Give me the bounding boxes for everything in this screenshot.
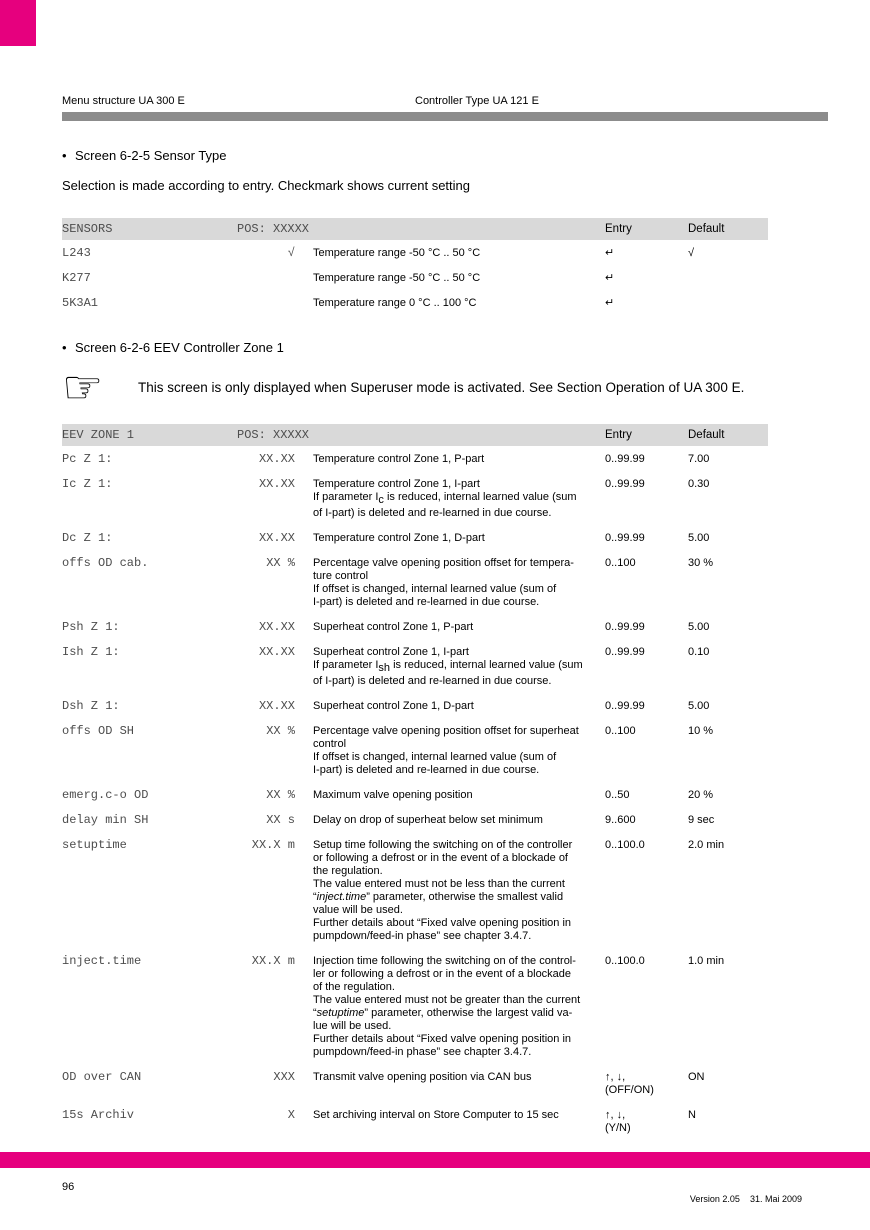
- bullet-marker: •: [62, 340, 67, 355]
- note-text: This screen is only displayed when Superuser mode is activated. See Section Operation of UA 300 E.: [138, 379, 745, 395]
- entry-range: 0..99.99: [605, 646, 645, 659]
- default-value: 0.10: [688, 646, 710, 659]
- entry-column-header: Entry: [605, 429, 632, 441]
- entry-range: 0..100: [605, 725, 636, 738]
- parameter-name: inject.time: [62, 954, 142, 969]
- entry-range: ↑, ↓, (Y/N): [605, 1109, 631, 1135]
- parameter-description: Percentage valve opening position offset for tempera- ture control If offset is changed, internal learned value (sum of I-part) is deleted and re-learned in due course.: [313, 557, 574, 609]
- parameter-value-format: XX.XX: [258, 645, 295, 660]
- entry-range: 0..100.0: [605, 839, 645, 852]
- parameter-value-format: XX %: [266, 788, 295, 803]
- superuser-note: [62, 360, 808, 414]
- parameter-description: Injection time following the switching on of the control- ler or following a defrost or in the event of a blockade of the regulation. The value entered must not be greater than the current “setuptime” parameter, otherwise the largest valid va- lue will be used. Further details about “Fixed valve opening position in pumpdown/feed-in phase” see chapter 3.4.7.: [313, 955, 581, 1059]
- section-title-text: Screen 6-2-6 EEV Controller Zone 1: [75, 340, 284, 355]
- default-column-header: Default: [688, 223, 725, 235]
- table-row: [62, 297, 768, 310]
- parameter-name: offs OD SH: [62, 724, 135, 739]
- bullet-marker: •: [62, 148, 67, 163]
- parameter-description: Superheat control Zone 1, D-part: [313, 700, 474, 713]
- page-number: 96: [62, 1181, 75, 1193]
- parameter-name: Dc Z 1:: [62, 531, 113, 546]
- table-row: [62, 700, 768, 713]
- default-value: 0.30: [688, 478, 710, 490]
- parameter-name: L243: [62, 246, 91, 260]
- parameter-name: 15s Archiv: [62, 1108, 135, 1123]
- table-row: [62, 478, 768, 520]
- default-value: 5.00: [688, 532, 710, 545]
- parameter-description: Set archiving interval on Store Computer to 15 sec: [313, 1109, 559, 1122]
- table-row: [62, 725, 768, 777]
- running-header-right: Controller Type UA 121 E: [415, 95, 539, 107]
- table-row: [62, 1109, 768, 1135]
- entry-range: 0..99.99: [605, 700, 645, 713]
- section-intro-text: Selection is made according to entry. Checkmark shows current setting: [62, 178, 470, 193]
- parameter-description: Transmit valve opening position via CAN bus: [313, 1071, 532, 1084]
- running-header-left: Menu structure UA 300 E: [62, 95, 185, 107]
- pointing-hand-icon: ☞: [62, 360, 104, 414]
- parameter-name: setuptime: [62, 838, 127, 853]
- table-row: [62, 557, 768, 609]
- entry-range: 0..99.99: [605, 532, 645, 545]
- eev-table-header: [62, 424, 768, 446]
- version-text: Version 2.05: [689, 1194, 740, 1204]
- parameter-description: Temperature control Zone 1, P-part: [313, 453, 485, 465]
- parameter-description: Superheat control Zone 1, I-part If parameter $I_{sh}$ is reduced, internal learned value (sum of I-part) is deleted and re-learned in due course.: [313, 646, 583, 688]
- table-row: [62, 814, 768, 827]
- parameter-name: Ish Z 1:: [62, 645, 120, 660]
- parameter-value-format: XX %: [266, 556, 295, 571]
- section-title-eev-controller: [62, 340, 284, 355]
- parameter-name: Psh Z 1:: [62, 620, 120, 635]
- parameter-description: Setup time following the switching on of the controller or following a defrost or in the event of a blockade of the regulation. The value entered must not be less than the current “inject.time” parameter, otherwise the smallest valid value will be used. Further details about “Fixed valve opening position in pumpdown/feed-in phase” see chapter 3.4.7.: [313, 839, 573, 943]
- pos-label: POS: XXXXX: [237, 221, 310, 236]
- eev-table-body: [62, 446, 768, 1135]
- entry-range: ↵: [605, 272, 615, 284]
- parameter-value-format: X: [287, 1108, 295, 1123]
- table-row: [62, 272, 768, 285]
- default-value: ON: [688, 1071, 705, 1084]
- default-value: [688, 272, 768, 285]
- parameter-value-format: XX.XX: [258, 477, 295, 491]
- parameter-value-format: [237, 272, 295, 285]
- parameter-value-format: √: [287, 246, 295, 260]
- entry-range: 0..99.99: [605, 453, 645, 465]
- parameter-description: Maximum valve opening position: [313, 789, 473, 802]
- parameter-value-format: XX.XX: [258, 699, 295, 714]
- table-row: [62, 839, 768, 943]
- version-date: 31. Mai 2009: [749, 1194, 802, 1204]
- default-value: 7.00: [688, 453, 710, 465]
- default-value: 5.00: [688, 700, 710, 713]
- entry-column-header: Entry: [605, 223, 632, 235]
- parameter-name: Dsh Z 1:: [62, 699, 120, 714]
- default-value: N: [688, 1109, 696, 1122]
- entry-range: ↑, ↓, (OFF/ON): [605, 1071, 654, 1097]
- footer-accent-bar: [0, 1152, 870, 1168]
- sensors-table: [62, 218, 768, 322]
- parameter-value-format: XX %: [266, 724, 295, 739]
- default-column-header: Default: [688, 429, 725, 441]
- sensors-table-header: [62, 218, 768, 240]
- parameter-value-format: XX.XX: [258, 620, 295, 635]
- entry-range: 0..99.99: [605, 478, 645, 490]
- parameter-value-format: XXX: [273, 1070, 295, 1085]
- default-value: √: [688, 247, 695, 259]
- section-title-sensor-type: [62, 148, 227, 163]
- parameter-value-format: XX.XX: [258, 531, 295, 546]
- pos-label: POS: XXXXX: [237, 427, 310, 442]
- parameter-name: emerg.c-o OD: [62, 788, 149, 803]
- table-name: SENSORS: [62, 221, 113, 236]
- parameter-description: Superheat control Zone 1, P-part: [313, 621, 474, 634]
- eev-zone-table: [62, 424, 768, 1147]
- header-rule: [62, 112, 828, 121]
- parameter-description: Temperature range -50 °C .. 50 °C: [313, 247, 481, 259]
- parameter-value-format: XX.XX: [258, 452, 295, 466]
- sensors-table-body: [62, 240, 768, 310]
- default-value: 5.00: [688, 621, 710, 634]
- parameter-value-format: [237, 297, 295, 310]
- parameter-description: Temperature range -50 °C .. 50 °C: [313, 272, 481, 284]
- table-row: [62, 1071, 768, 1097]
- parameter-description: Temperature control Zone 1, D-part: [313, 532, 485, 545]
- parameter-name: 5K3A1: [62, 296, 99, 310]
- parameter-description: Percentage valve opening position offset for superheat control If offset is changed, internal learned value (sum of I-part) is deleted and re-learned in due course.: [313, 725, 579, 777]
- parameter-name: offs OD cab.: [62, 556, 149, 571]
- default-value: 20 %: [688, 789, 714, 802]
- table-row: [62, 247, 768, 260]
- default-value: [688, 297, 768, 310]
- section-title-text: Screen 6-2-5 Sensor Type: [75, 148, 227, 163]
- entry-range: 0..100.0: [605, 955, 645, 968]
- parameter-description: Temperature range 0 °C .. 100 °C: [313, 297, 477, 309]
- parameter-value-format: XX s: [266, 813, 295, 828]
- table-row: [62, 453, 768, 466]
- entry-range: 0..50: [605, 789, 630, 802]
- parameter-name: Ic Z 1:: [62, 477, 113, 491]
- parameter-value-format: XX.X m: [251, 838, 295, 853]
- table-row: [62, 955, 768, 1059]
- page-corner-mark: [0, 0, 36, 46]
- entry-range: 9..600: [605, 814, 636, 827]
- default-value: 1.0 min: [688, 955, 725, 968]
- version-info: [680, 1184, 802, 1214]
- entry-range: 0..100: [605, 557, 636, 570]
- entry-range: ↵: [605, 247, 615, 259]
- table-row: [62, 646, 768, 688]
- parameter-description: Delay on drop of superheat below set minimum: [313, 814, 543, 827]
- table-name: EEV ZONE 1: [62, 427, 135, 442]
- parameter-value-format: XX.X m: [251, 954, 295, 969]
- entry-range: 0..99.99: [605, 621, 645, 634]
- default-value: 2.0 min: [688, 839, 725, 852]
- default-value: 10 %: [688, 725, 714, 738]
- default-value: 30 %: [688, 557, 714, 570]
- parameter-name: K277: [62, 271, 91, 285]
- table-row: [62, 621, 768, 634]
- parameter-description: Temperature control Zone 1, I-part If parameter $I_c$ is reduced, internal learned value (sum of I-part) is deleted and re-learned in due course.: [313, 478, 577, 520]
- table-row: [62, 789, 768, 802]
- parameter-name: delay min SH: [62, 813, 149, 828]
- parameter-name: Pc Z 1:: [62, 452, 113, 466]
- table-row: [62, 532, 768, 545]
- entry-range: ↵: [605, 297, 615, 309]
- default-value: 9 sec: [688, 814, 715, 827]
- parameter-name: OD over CAN: [62, 1070, 142, 1085]
